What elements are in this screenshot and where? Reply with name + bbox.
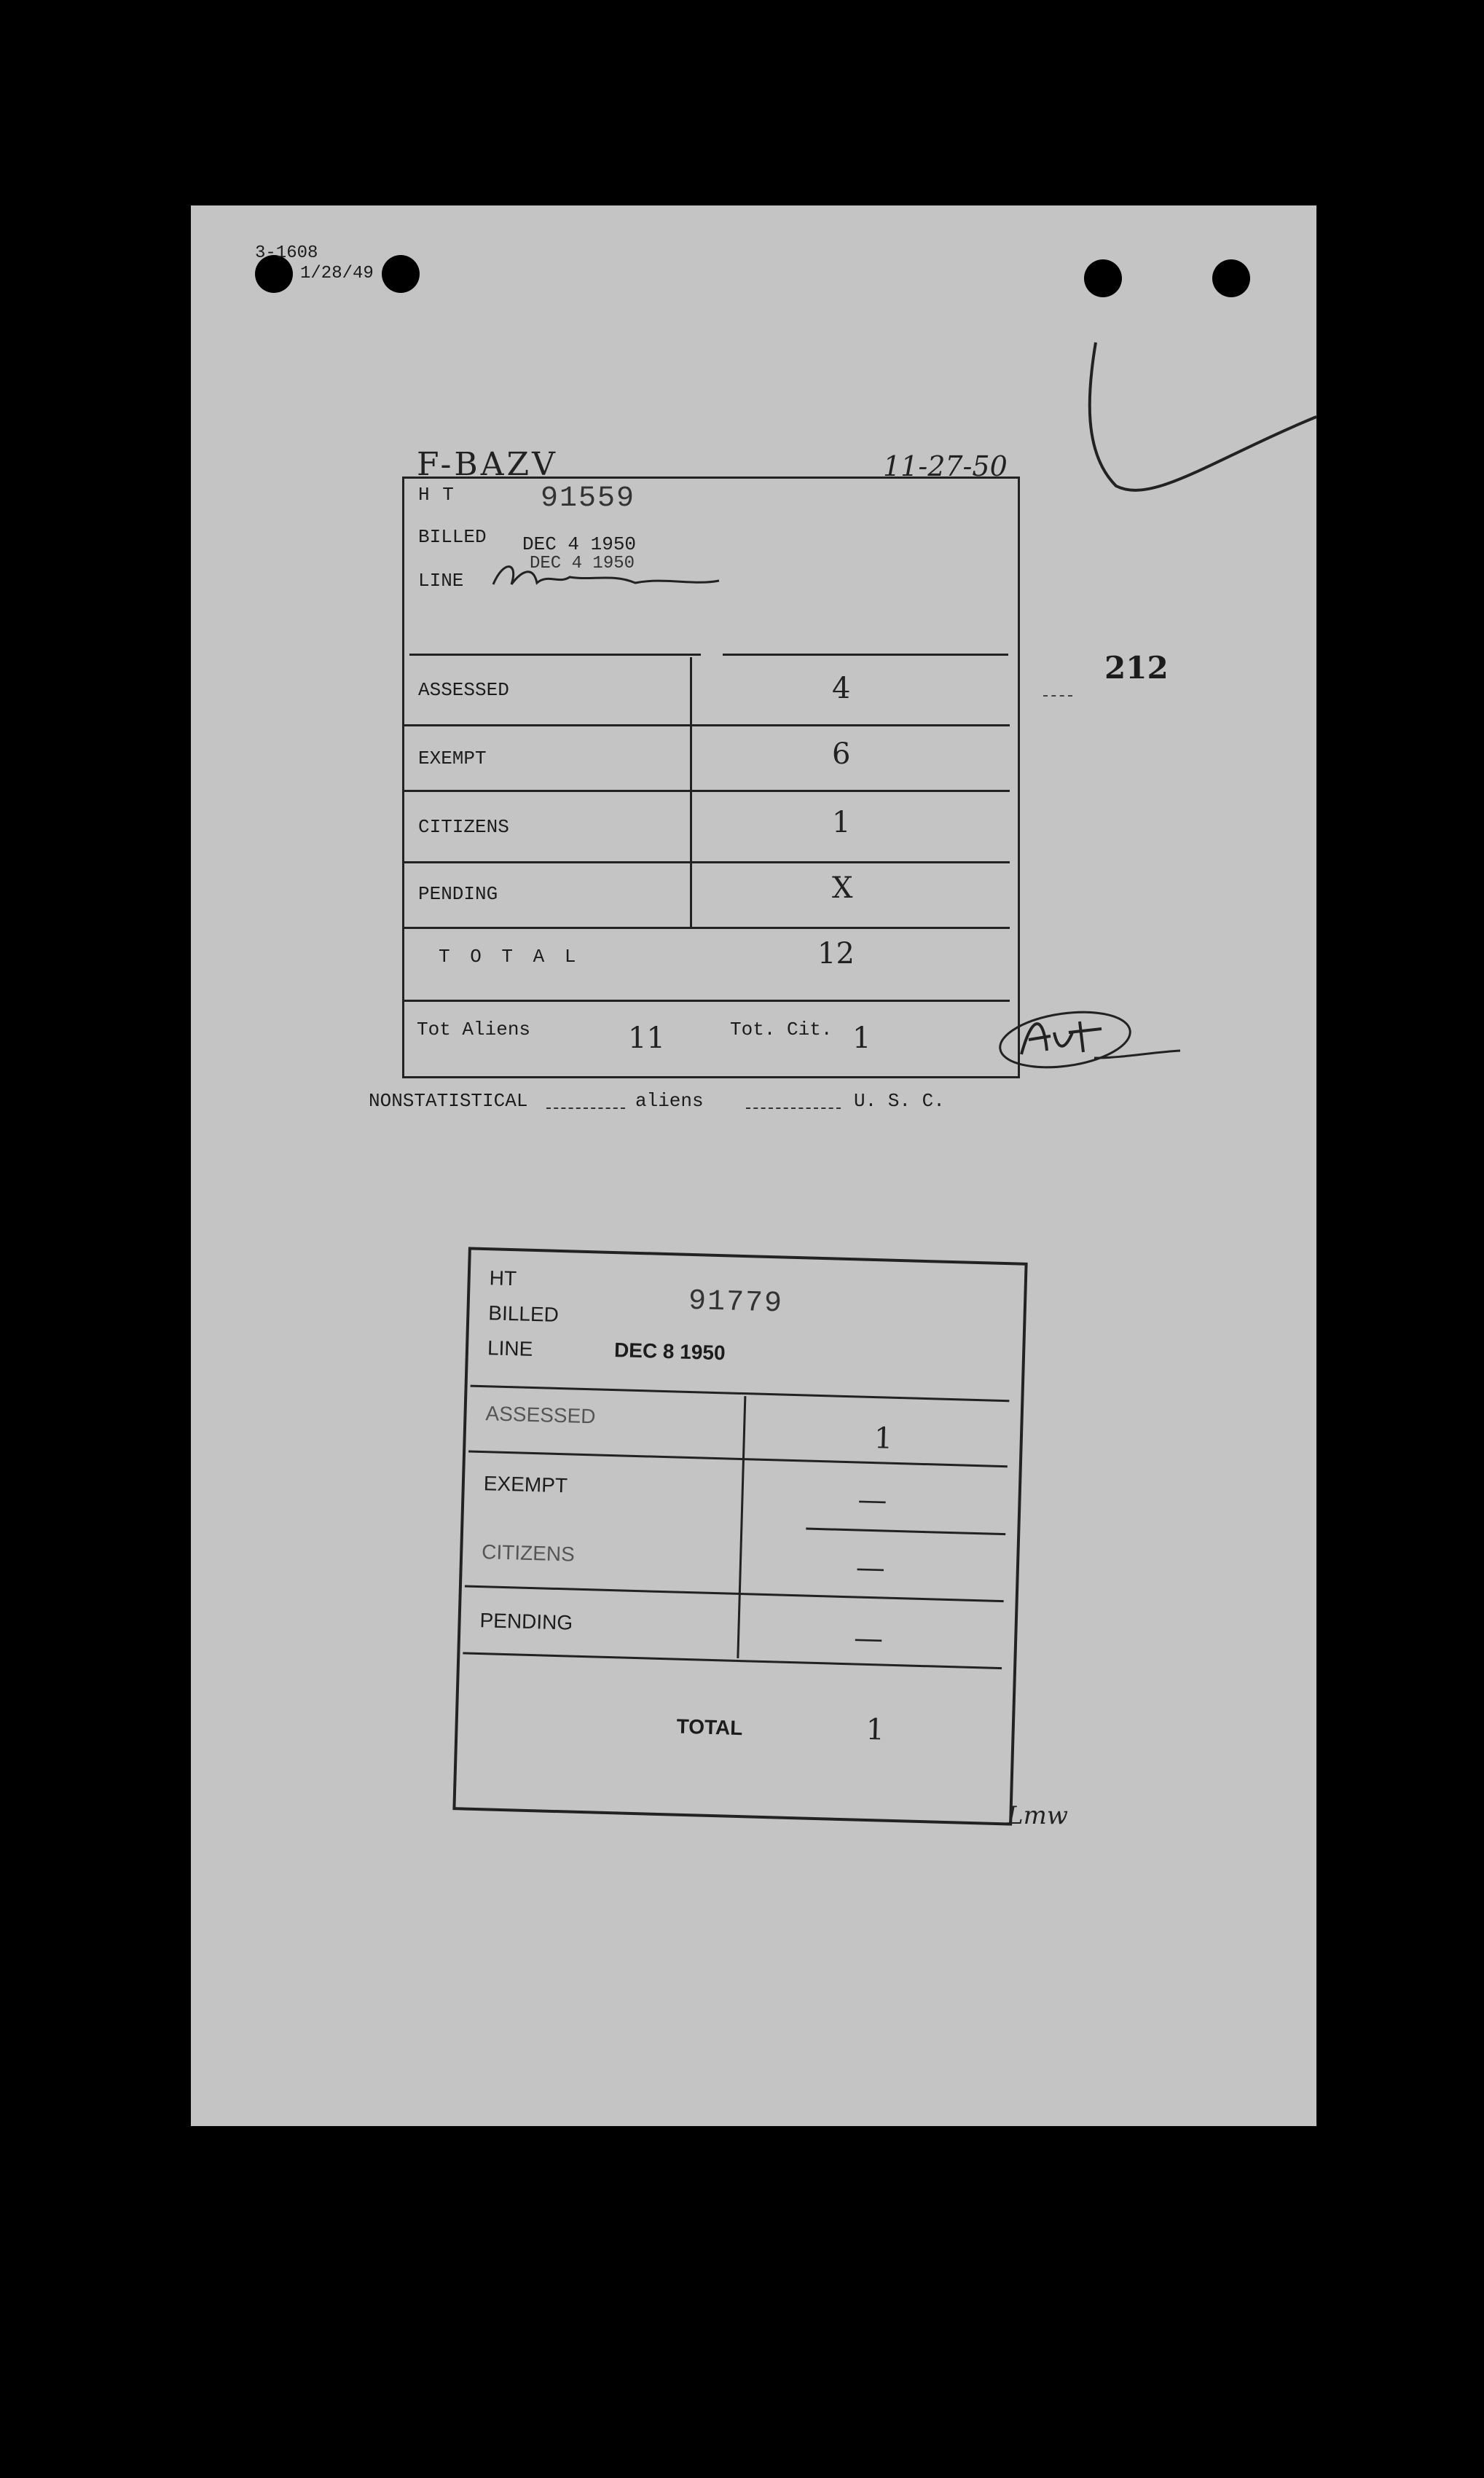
stamp2-ht-number: 91779 bbox=[688, 1285, 784, 1321]
stamp2-row-line-4 bbox=[463, 1652, 1002, 1669]
stamp1-row-line-4 bbox=[404, 927, 1010, 929]
stamp2-exempt-label: EXEMPT bbox=[483, 1472, 568, 1497]
stamp2-total-value: 1 bbox=[865, 1712, 885, 1747]
ht-number: 91559 bbox=[541, 482, 636, 515]
billed-date: DEC 4 1950 bbox=[522, 533, 637, 555]
stamp2-assessed-count: 1 bbox=[873, 1422, 893, 1456]
stamp2-exempt-value: — bbox=[857, 1483, 888, 1518]
tot-cit-count: 1 bbox=[852, 1022, 871, 1055]
exempt-count: 6 bbox=[832, 737, 851, 771]
stamp2-billed-label: BILLED bbox=[487, 1301, 560, 1326]
aliens-label: aliens bbox=[635, 1090, 704, 1112]
stamp2-ht-label: HT bbox=[489, 1266, 517, 1290]
stamp1-row-line-1 bbox=[404, 724, 1010, 726]
form-date: 1/28/49 bbox=[300, 264, 374, 283]
exempt-label: EXEMPT bbox=[418, 748, 487, 769]
inspector-initials-signature bbox=[992, 1000, 1182, 1080]
usc-label: U. S. C. bbox=[854, 1090, 945, 1112]
assessed-count: 4 bbox=[832, 672, 851, 705]
stamp2-assessed-label: ASSESSED bbox=[485, 1402, 596, 1428]
stamp2-pending-value: — bbox=[853, 1621, 884, 1656]
stamp1-header-line-left bbox=[409, 654, 701, 656]
clerk-initials: Lmw bbox=[1007, 1801, 1068, 1830]
stamp2-column-divider bbox=[737, 1396, 746, 1658]
stamp2-pending-label: PENDING bbox=[479, 1609, 573, 1634]
stamp2-line-label: LINE bbox=[487, 1336, 533, 1360]
stamp2-row-line-2 bbox=[806, 1528, 1005, 1536]
stamp2-citizens-label: CITIZENS bbox=[481, 1540, 576, 1566]
line-signature bbox=[490, 555, 723, 599]
tot-cit-label: Tot. Cit. bbox=[730, 1019, 833, 1040]
stamp1-row-line-2 bbox=[404, 790, 1010, 792]
tot-aliens-count: 11 bbox=[628, 1022, 665, 1055]
nonstat-blank-1 bbox=[546, 1107, 625, 1109]
document-page bbox=[191, 205, 1316, 2126]
pending-count: X bbox=[832, 871, 853, 905]
nonstat-blank-2 bbox=[746, 1107, 841, 1109]
punch-hole-right-2 bbox=[1212, 259, 1250, 297]
stamp1-column-divider bbox=[690, 657, 692, 927]
punch-hole-right-1 bbox=[1084, 259, 1122, 297]
stamp2-billed-date: DEC 8 1950 bbox=[613, 1338, 726, 1365]
billed-date-overprint: DEC 4 1950 bbox=[530, 554, 635, 573]
form-number: 3-1608 bbox=[255, 243, 318, 263]
page-number: 212 bbox=[1104, 650, 1169, 686]
ship-code: F-BAZV bbox=[417, 446, 558, 483]
nonstatistical-label: NONSTATISTICAL bbox=[369, 1090, 528, 1112]
ht-label: H T bbox=[418, 484, 455, 506]
punch-hole-left-2 bbox=[382, 255, 420, 293]
stamp1-row-line-3 bbox=[404, 861, 1010, 863]
line-label: LINE bbox=[418, 570, 464, 592]
assessed-label: ASSESSED bbox=[418, 679, 509, 701]
stamp2-total-label: TOTAL bbox=[676, 1714, 743, 1740]
stamp2-box bbox=[452, 1247, 1027, 1825]
stamp1-row-line-5 bbox=[404, 1000, 1010, 1002]
page-number-dash bbox=[1043, 695, 1072, 697]
stamp2-header-line bbox=[471, 1385, 1010, 1403]
arrival-date: 11-27-50 bbox=[883, 450, 1008, 482]
tot-aliens-label: Tot Aliens bbox=[417, 1019, 531, 1040]
pen-stroke-curve bbox=[1087, 337, 1320, 504]
total-label: T O T A L bbox=[439, 946, 581, 968]
total-count: 12 bbox=[817, 937, 855, 971]
billed-label: BILLED bbox=[418, 526, 487, 548]
stamp2-row-line-1 bbox=[468, 1451, 1008, 1468]
stamp1-header-line-right bbox=[723, 654, 1008, 656]
citizens-label: CITIZENS bbox=[418, 816, 509, 838]
stamp2-row-line-3 bbox=[465, 1585, 1004, 1602]
citizens-count: 1 bbox=[832, 806, 851, 839]
stamp2-citizens-value: — bbox=[855, 1550, 886, 1585]
pending-label: PENDING bbox=[418, 883, 498, 905]
